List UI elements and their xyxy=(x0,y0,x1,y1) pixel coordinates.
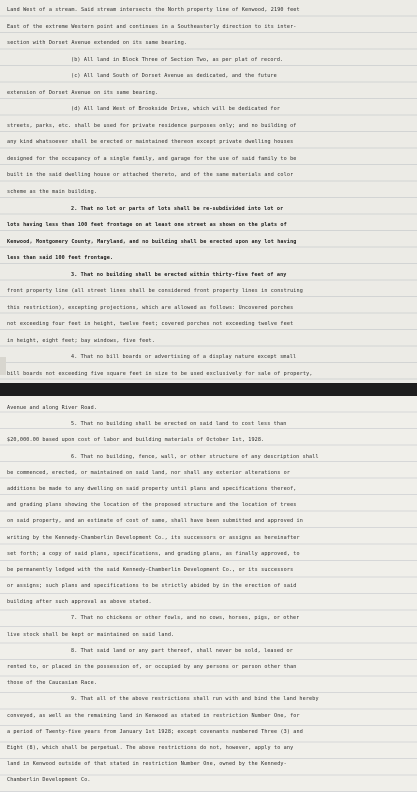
text-line: $20,000.00 based upon cost of labor and building materials of October 1st, 1928. xyxy=(7,437,265,444)
page-top-text xyxy=(7,2,411,383)
text-line: Avenue and along River Road. xyxy=(7,405,98,411)
text-line: be commenced, erected, or maintained on said land, nor shall any exterior alterations or xyxy=(7,469,291,476)
text-line: less than said 100 feet frontage. xyxy=(7,255,114,262)
text-line: 7. That no chickens or other fowls, and no cows, horses, pigs, or other xyxy=(71,615,300,622)
text-line: 2. That no lot or parts of lots shall be re-subdivided into lot or xyxy=(71,205,284,212)
text-line: set forth; a copy of said plans, specifications, and grading plans, as finally approved, to xyxy=(7,550,300,557)
text-line: lots having less than 100 feet frontage on at least one street as shown on the plats of xyxy=(7,222,287,229)
text-line: 8. That said land or any part thereof, shall never be sold, leased or xyxy=(71,647,293,654)
text-line: any kind whatsoever shall be erected or maintained thereon except private dwelling houses xyxy=(7,139,294,146)
text-line: additions be made to any dwelling on said property until plans and specifications thereof, xyxy=(7,485,297,492)
text-line: this restriction), excepting projections, which are allowed as follows: Uncovered porches xyxy=(7,304,294,311)
text-line: Kenwood, Montgomery County, Maryland, and no building shall be erected upon any lot having xyxy=(7,238,297,245)
page-bottom-text xyxy=(7,400,411,789)
text-line: on said property, and an estimate of cost of same, shall have been submitted and approved in xyxy=(7,518,303,525)
page-seam xyxy=(0,383,417,396)
text-line: section with Dorset Avenue extended on its same bearing. xyxy=(7,40,188,47)
text-line: a period of Twenty-five years from January 1st 1928; except covenants numbered Three (3) and xyxy=(7,728,303,735)
text-line: designed for the occupancy of a single family, and garage for the use of said family to be xyxy=(7,155,297,162)
text-line: extension of Dorset Avenue on its same bearing. xyxy=(7,89,159,96)
pasted-slip-edge xyxy=(0,357,6,375)
text-line: 3. That no building shall be erected within thirty-five feet of any xyxy=(71,271,287,278)
text-line: (c) All land South of Dorset Avenue as dedicated, and the future xyxy=(71,73,277,80)
text-line: 4. That no bill boards or advertising of a display nature except small xyxy=(71,354,297,361)
text-line: (b) All land in Block Three of Section Two, as per plat of record. xyxy=(71,56,284,63)
text-line: conveyed, as well as the remaining land in Kenwood as stated in restriction Number One, for xyxy=(7,712,300,719)
text-line: land in Kenwood outside of that stated in restriction Number One, owned by the Kennedy- xyxy=(7,761,287,768)
document-page-top xyxy=(0,0,417,383)
text-line: 9. That all of the above restrictions shall run with and bind the land hereby xyxy=(71,696,319,703)
text-line: scheme as the main building. xyxy=(7,189,98,196)
text-line: Eight (8), which shall be perpetual. The above restrictions do not, however, apply to any xyxy=(7,744,294,751)
text-line: streets, parks, etc. shall be used for private residence purposes only; and no building of xyxy=(7,122,297,129)
text-line: those of the Caucasian Race. xyxy=(7,680,98,687)
text-line: and grading plans showing the location of the proposed structure and the location of trees xyxy=(7,502,297,509)
text-line: 6. That no building, fence, wall, or other structure of any description shall xyxy=(71,453,319,460)
text-line: not exceeding four feet in height, twelve feet; covered porches not exceeding twelve feet xyxy=(7,321,294,328)
text-line: 5. That no building shall be erected on said land to cost less than xyxy=(71,421,287,428)
text-line: rented to, or placed in the possession of, or occupied by any persons or person other than xyxy=(7,664,297,670)
text-line: live stock shall be kept or maintained on said land. xyxy=(7,631,175,638)
text-line: writing by the Kennedy-Chamberlin Development Co., its successors or assigns as hereinafter xyxy=(7,534,300,541)
text-line: building after such approval as above stated. xyxy=(7,599,152,606)
text-line: (d) All land West of Brookside Drive, which will be dedicated for xyxy=(71,106,281,113)
text-line: East of the extreme Western point and continues in a Southeasterly direction to its inter- xyxy=(7,23,297,30)
document-page-bottom xyxy=(0,396,417,792)
text-line: Land West of a stream. Said stream intersects the North property line of Kenwood, 2190 feet xyxy=(7,7,300,13)
text-line: Chamberlin Development Co. xyxy=(7,777,91,784)
text-line: or assigns; such plans and specifications to be strictly abided by in the erection of said xyxy=(7,583,297,590)
text-line: front property line (all street lines shall be considered front property lines in construing xyxy=(7,288,303,295)
text-line: be permanently lodged with the said Kennedy-Chamberlin Development Co., or its successors xyxy=(7,566,294,573)
text-line: bill boards not exceeding five square feet in size to be used exclusively for sale of property, xyxy=(7,371,313,378)
text-line: built in the said dwelling house or attached thereto, and of the same materials and color xyxy=(7,172,294,179)
text-line: in height, eight feet; bay windows, five feet. xyxy=(7,337,155,344)
